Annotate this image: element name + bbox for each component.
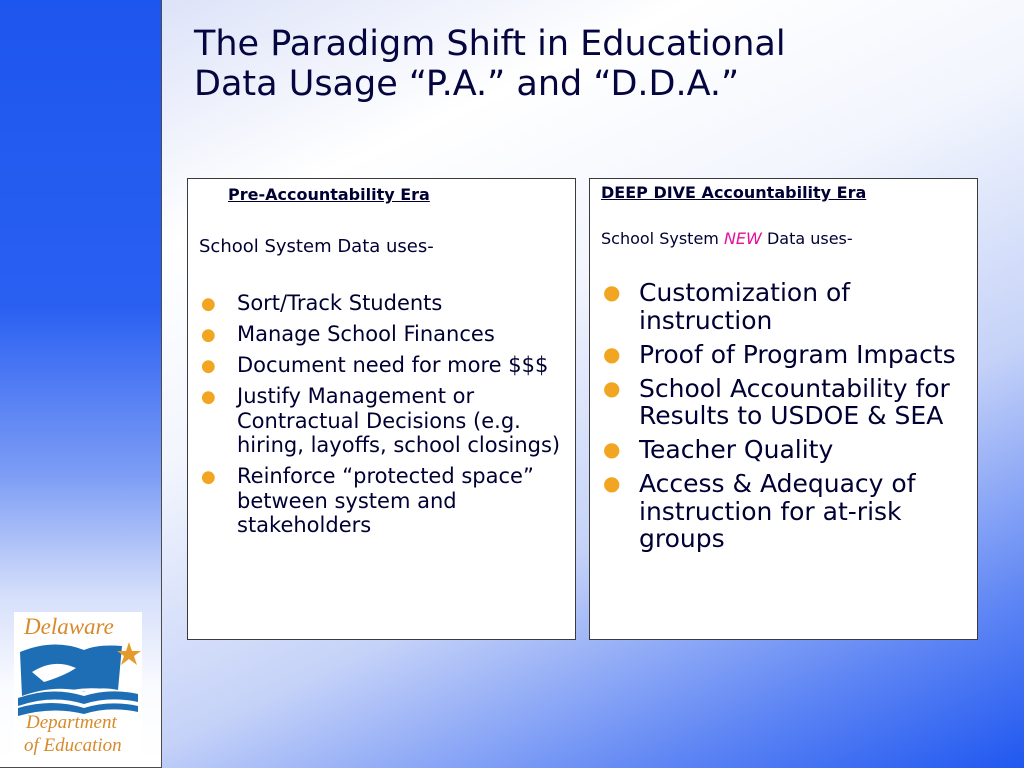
list-item-text: Sort/Track Students [237,291,443,315]
slide-title-line-1: The Paradigm Shift in Educational [194,24,786,64]
deep-dive-panel [589,178,978,640]
bullet-dot-icon: ● [603,437,621,461]
open-book-star-icon [14,612,142,762]
list-item-text: Justify Management or Contractual Decisions (e.g. hiring, layoffs, school closings) [237,384,561,457]
list-item-text: Customization of instruction [639,278,851,335]
left-sidebar [0,0,162,768]
slide-title [194,24,994,104]
list-item [199,291,567,316]
bullet-dot-icon: ● [201,293,216,313]
new-highlight: NEW [723,229,762,248]
list-item-text: Teacher Quality [639,435,834,464]
list-item [601,375,973,430]
pre-accountability-panel [187,178,576,640]
bullet-dot-icon: ● [603,471,621,495]
list-item-text: Reinforce “protected space” between system and stakeholders [237,464,534,537]
subheading-suffix: Data uses- [761,229,853,248]
list-item [601,341,973,369]
panel-heading: DEEP DIVE Accountability Era [601,183,867,202]
list-item-text: Access & Adequacy of instruction for at-risk groups [639,469,916,553]
list-item-text: Manage School Finances [237,322,495,346]
bullet-list [199,291,567,544]
list-item [199,464,567,538]
panel-subheading: School System Data uses- [199,236,434,257]
list-item [199,353,567,378]
logo-text-education: of Education [24,735,122,756]
subheading-prefix: School System [601,229,724,248]
list-item [601,279,973,334]
list-item [199,322,567,347]
panel-subheading [601,229,853,248]
list-item [601,436,973,464]
panel-heading: Pre-Accountability Era [228,185,430,204]
list-item [601,470,973,553]
bullet-dot-icon: ● [603,341,621,366]
logo-text-delaware: Delaware [24,614,114,639]
bullet-dot-icon: ● [201,355,216,375]
logo-text-department: Department [26,712,117,733]
list-item-text: Proof of Program Impacts [639,339,956,369]
list-item-text: Document need for more $$$ [237,353,549,377]
bullet-dot-icon: ● [201,324,216,344]
list-item [199,384,567,458]
bullet-list [601,279,973,559]
list-item-text: School Accountability for Results to USDOE & SEA [639,373,950,430]
bullet-dot-icon: ● [603,375,621,400]
delaware-doe-logo [14,612,142,762]
slide-title-line-2: Data Usage “P.A.” and “D.D.A.” [194,64,740,104]
bullet-dot-icon: ● [603,280,621,304]
bullet-dot-icon: ● [201,466,216,486]
bullet-dot-icon: ● [201,386,216,406]
